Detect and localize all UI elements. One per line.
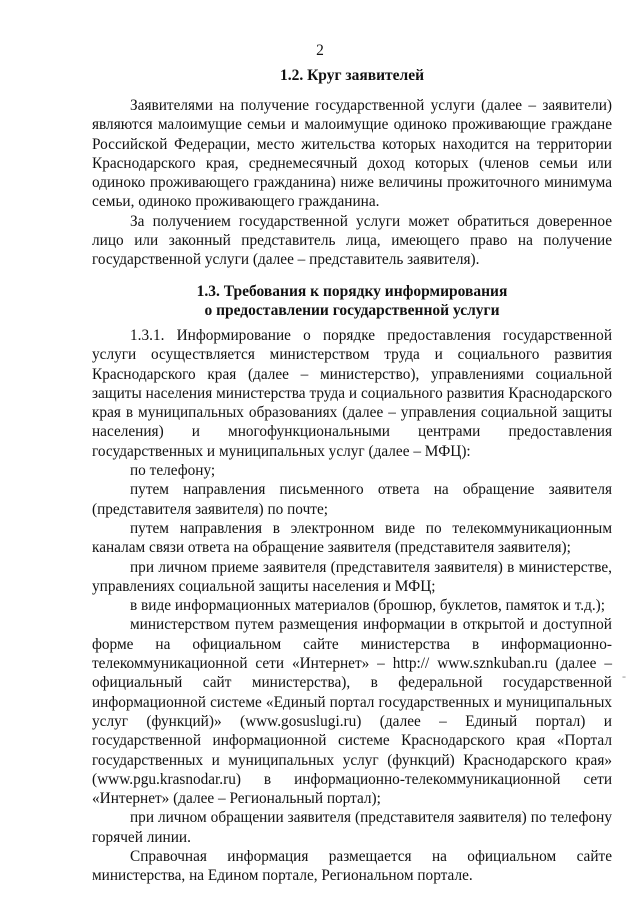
section-1-3-heading-line1: 1.3. Требования к порядку информирования [196,283,508,300]
paragraph: путем направления в электронном виде по телекоммуникационным каналам связи ответа на обращение заявителя (представителя заявителя); [92,519,612,557]
paragraph: министерством путем размещения информации в открытой и доступной форме на официальном сайте министерства в информационно-телекоммуникационной сети «Интернет» – http:// www.sznkuban.ru (далее – официальный сайт министерства), в федеральной государственной информационной системе «Единый портал государственных и муниципальных услуг (функций)» (www.gosuslugi.ru) (далее – Единый портал) и государственной информационной системе Краснодарского края «Портал государственных и муниципальных услуг (функций) Краснодарского края» (www.pgu.krasnodar.ru) в информационно-телекоммуникационной сети «Интернет» (далее – Региональный портал); [92,616,612,808]
paragraph: Заявителями на получение государственной услуги (далее – заявители) являются малоимущие семьи и малоимущие одиноко проживающие граждане Российской Федерации, место жительства которых находится на территории Краснодарского края, среднемесячный доход которых (членов семьи или одиноко проживающего гражданина) ниже величины прожиточного минимума семьи, одиноко проживающего гражданина. [92,97,612,211]
paragraph: 1.3.1. Информирование о порядке предоставления государственной услуги осуществляется министерством труда и социального развития Краснодарского края (далее – министерство), управлениями социальной защиты населения министерства труда и социального развития Краснодарского края в муниципальных образованиях (далее – управления социальной защиты населения) и многофункциональными центрами предоставления государственных и муниципальных услуг (далее – МФЦ): [92,327,612,460]
paragraph: За получением государственной услуги может обратиться доверенное лицо или законный представитель лица, имеющего право на получение государственной услуги (далее – представитель заявителя). [92,212,612,269]
paragraph: в виде информационных материалов (брошюр, буклетов, памяток и т.д.); [130,597,606,615]
paragraph: при личном обращении заявителя (представителя заявителя) по телефону горячей линии. [92,809,612,846]
section-1-3-heading-line2: о предоставлении государственной услуги [204,302,500,319]
section-1-3-body [92,326,612,886]
section-1-2-heading: 1.2. Круг заявителей [279,67,425,84]
paragraph: Справочная информация размещается на официальном сайте министерства, на Едином портале, Региональном портале. [92,848,612,885]
section-1-2-body [92,96,612,270]
paragraph: по телефону; [130,462,216,480]
paragraph: при личном приеме заявителя (представителя заявителя) в министерстве, управлениях социальной защиты населения и МФЦ; [92,558,612,595]
section-1-3-heading [92,282,612,320]
margin-mark: - [622,669,626,683]
paragraph: путем направления письменного ответа на обращение заявителя (представителя заявителя) по почте; [92,481,612,518]
page-number: 2 [316,42,324,59]
